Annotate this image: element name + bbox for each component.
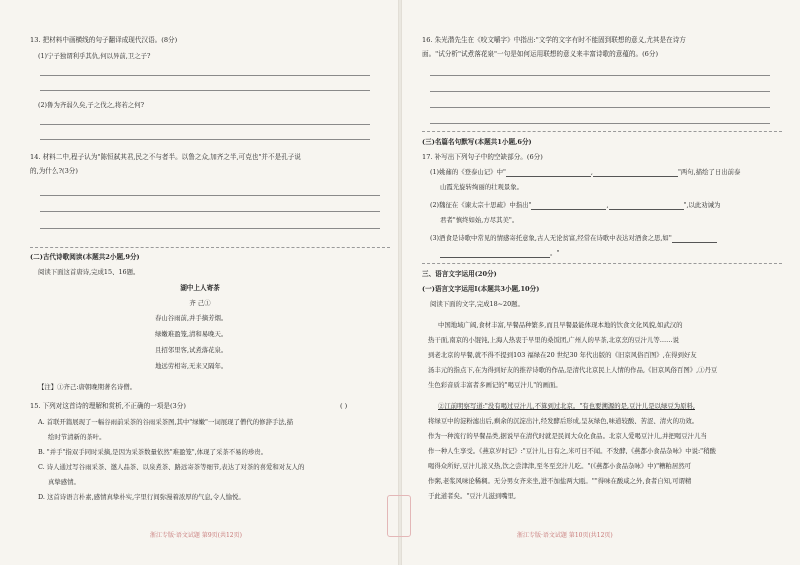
passage-p2-l2: 将绿豆中的淀粉滤出后,剩余的沉淀出汁,经发酵后形成,呈灰绿色,味道较酸、苦涩、清火的功效。	[428, 417, 699, 425]
fill-blank[interactable]	[593, 169, 678, 177]
q17-item-3-end: 。"	[550, 249, 560, 257]
answer-line	[430, 75, 770, 76]
passage-p1-l2: 热干面,南京的小馄饨,上海人热衷于早里的桑饭团,广州人的早茶,北京烹的豆汁儿等……说	[428, 336, 679, 344]
q13-sentence-2: (2)鲁为齐弱久矣,子之伐之,将若之何?	[38, 101, 145, 109]
fill-blank[interactable]	[440, 250, 550, 258]
section-3-title: (三)名篇名句默写(本题共1小题,6分)	[422, 138, 532, 146]
page-9-footer: 浙江专版·语文试题 第9页(共12页)	[150, 532, 242, 539]
fill-blank[interactable]	[672, 235, 717, 243]
part-3-title: 三、语言文字运用(20分)	[422, 270, 497, 278]
answer-line	[40, 228, 380, 229]
q17-item-3-cont	[440, 249, 559, 258]
section-divider	[422, 263, 782, 264]
poem-line-3: 且招邻里客,试煮落花泉。	[155, 346, 228, 354]
answer-line	[40, 195, 380, 196]
passage-p1-l3: 到老北京的早餐,就不得不提到103 福绿在20 世纪30 年代出版的《旧京风俗百图》,在得到好友	[428, 351, 697, 359]
q16-line-1: 16. 朱光潜先生在《咬文嚼字》中指出:"文学的文字有时不能固到联想的意义,尤其是在诗方	[422, 36, 686, 44]
q14-line-1: 14. 材料二中,程子认为"陈恒弑其君,民之不与者半。以鲁之众,加齐之半,可克也"并不是孔子说	[30, 153, 301, 161]
passage-p1-l5: 生色彩音质丰富者多画记的"喝豆汁儿"的画面。	[428, 381, 562, 389]
q13-title: 13. 把材料中画横线的句子翻译成现代汉语。(8分)	[30, 36, 178, 44]
q15-option-c-1: C. 诗人通过写谷雨采茶、邀人品茶、以泉煮茶、路远寄茶等细节,表达了对茶的喜爱和对友人的	[38, 463, 305, 471]
q17-item-2	[430, 201, 795, 210]
q17-item-1: (1)姚鼐的《登泰山记》中" , "两句,描绘了日出前泰	[430, 168, 741, 176]
passage-p2-l1: ②江前明察写道:"没有喝过豆汁儿,不算到过北京。"有也要溯源的是,豆汁儿是以绿豆为原料,	[438, 402, 695, 410]
passage-p2-l6: 作粥,老浆风味论稀稠。无分男女齐来坐,进不加盐两大瓯。""得味在酸咸之外,食者自知,可谓精	[428, 477, 692, 485]
answer-line	[430, 123, 770, 124]
q15-option-b: B. "并手"指双手同时采摘,是因为采茶数量依然"难盈笼",体现了采茶不易的珍贵。	[38, 448, 268, 456]
q14-line-2: 的,为什么?(3分)	[30, 167, 78, 175]
answer-line	[40, 139, 370, 140]
answer-line	[40, 211, 380, 212]
section-divider	[422, 131, 782, 132]
passage-p2-l7: 于此道者矣。"豆汁儿滋到嘴里,	[428, 492, 517, 500]
q16-line-2: 面。"试分析"试煮落花泉"一句是如何运用联想的意义来丰富诗歌的意蕴的。(6分)	[422, 50, 659, 58]
q17-item-2-comma: ,	[606, 201, 609, 209]
passage-p1-l4: 汤丰元的指点下,在为得到好友的推荐诗歌的作品,是清代北京民上人情的作品,《旧京风俗百图》,①丹豆	[428, 366, 718, 374]
answer-line	[40, 90, 370, 91]
q17-item-2-prefix: (2)魏征在《谏太宗十思疏》中指出"	[430, 201, 532, 209]
answer-line	[430, 107, 770, 108]
q15-option-a-1: A. 首联开篇展现了一幅谷雨前采茶的谷雨采茶图,其中"绿嫩"一词展现了僧代的修辞手法,描	[38, 418, 294, 426]
answer-line	[430, 91, 770, 92]
q17-item-1-prefix: (1)姚鼐的《登泰山记》中"	[430, 168, 506, 176]
passage-p2-l5: 喝得众所好,豆汁儿浓又热,饮之尝津津,至冬至烹汁儿吃。"(《燕都小食品杂咏》中)"糟粕居然可	[428, 462, 691, 470]
q15-option-c-2: 真挚感情。	[48, 478, 80, 486]
fill-blank[interactable]	[506, 169, 591, 177]
poem-title: 湖中上人寄茶	[180, 284, 220, 292]
q13-sentence-1: (1)宁子独谓利乎其仇,何以异前,卫之子?	[38, 52, 151, 60]
section-divider	[30, 247, 390, 248]
poem-line-2: 绿嫩难盈笼,清和易晚天。	[155, 330, 228, 338]
passage-p1-l1: 中国地域广阔,食材丰富,早餐品种繁多,而且早餐最能体现本地的饮食文化风貌,如武汉的	[438, 321, 683, 329]
q17-item-3	[430, 234, 795, 243]
passage-p2-l3: 作为一种流行的早餐品类,据说早在清代时就是民间大众化食品。北京人爱喝豆汁儿,并把喝豆汁儿当	[428, 432, 707, 440]
answer-paren: ( )	[340, 402, 348, 410]
part-3-subtitle: (一)语言文字运用Ⅰ(本题共3小题,10分)	[422, 285, 540, 293]
q17-item-3-prefix: (3)酒食是诗歌中常见的情感寄托意象,古人无论贫富,经常在诗歌中表达对酒食之思,如"	[430, 234, 672, 242]
q17-item-1-cont: 山霞光旋转绚丽的壮观景象。	[440, 183, 524, 191]
q17-item-2-cont: 君者"慎终如始,方尽其美"。	[440, 216, 519, 224]
poem-author: 齐 己①	[189, 299, 211, 307]
q15-option-d: D. 这首诗语言朴素,感情真挚朴实,字里行间弥漫着浓厚的气息,令人愉悦。	[38, 493, 245, 501]
poem-note: 【注】①齐己:唐朝晚期著名诗僧。	[38, 383, 137, 391]
answer-line	[40, 75, 370, 76]
q17-item-1-suffix: "两句,描绘了日出前泰	[677, 168, 741, 176]
page-10-footer: 浙江专版·语文试题 第10页(共12页)	[517, 532, 613, 539]
fill-blank[interactable]	[531, 201, 609, 210]
poem-line-1: 春山谷雨前,并手摘芳烟。	[155, 314, 228, 322]
q17-item-2-suffix: ",以此劝诫为	[683, 201, 721, 209]
page-9	[0, 0, 398, 565]
section-2-title: (二)古代诗歌阅读(本题共2小题,9分)	[30, 253, 140, 261]
poem-line-4: 地远劳相寄,无来又隔年。	[155, 362, 228, 370]
fill-blank[interactable]	[609, 202, 684, 210]
page-10	[402, 0, 800, 565]
q15-title: 15. 下列对这首诗的理解和赏析,不正确的一项是(3分)	[30, 402, 186, 410]
answer-line	[40, 124, 370, 125]
section-2-intro: 阅读下面这首唐诗,完成15、16题。	[38, 268, 140, 276]
passage-p2-l4: 作一种人生享受。《燕京岁时记》:"豆汁儿,日有之,米可日不闻。不发酵,《燕都小食品杂咏》中说:"稍酸	[428, 447, 716, 455]
q15-option-a-2: 绘时节清新的茶叶。	[48, 433, 106, 441]
part-3-intro: 阅读下面的文字,完成18~20题。	[430, 300, 524, 308]
q17-title: 17. 补写出下列句子中的空缺部分。(6分)	[422, 153, 543, 161]
